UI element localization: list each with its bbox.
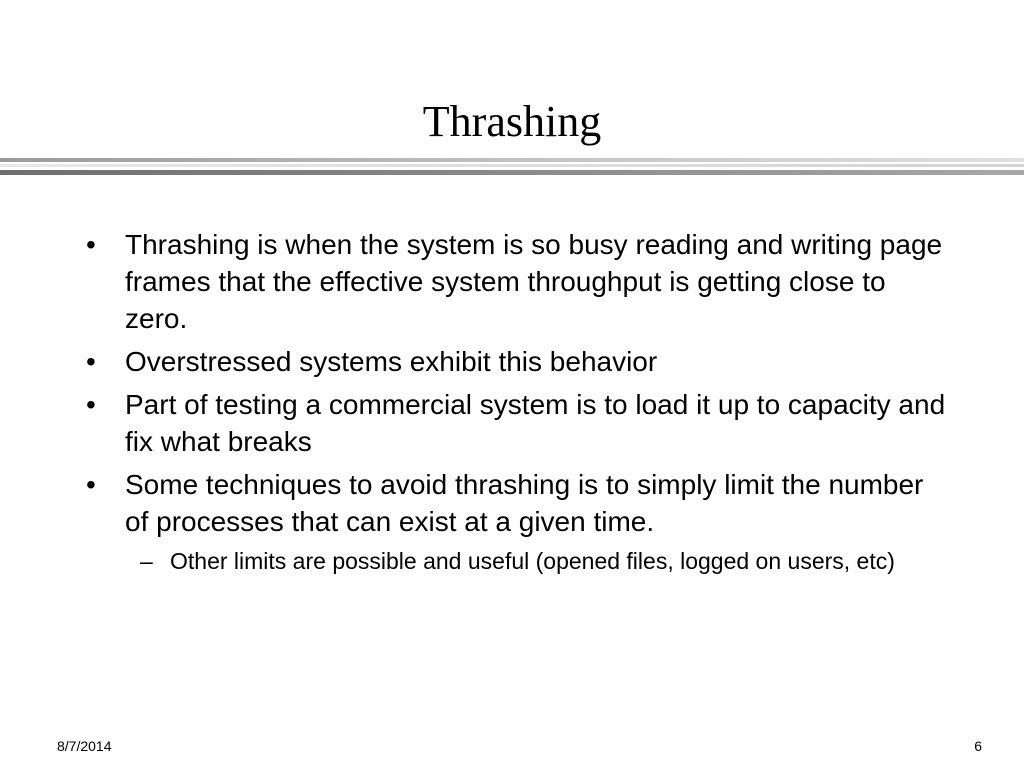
- bullet-item: [86, 343, 946, 380]
- bullet-text: Part of testing a commercial system is to load it up to capacity and fix what breaks: [125, 389, 946, 457]
- footer-page-number: 6: [974, 738, 982, 754]
- divider-bar-bottom: [0, 170, 1024, 175]
- bullet-dot-icon: •: [86, 346, 96, 377]
- bullet-dot-icon: •: [86, 229, 96, 260]
- sub-bullet-text: Other limits are possible and useful (opened files, logged on users, etc): [170, 548, 895, 574]
- slide-title: Thrashing: [422, 97, 602, 146]
- bullet-text: Thrashing is when the system is so busy reading and writing page frames that the effective system throughput is getting close to zero.: [125, 229, 943, 334]
- bullet-dot-icon: •: [86, 469, 96, 500]
- title-divider: [0, 158, 1024, 178]
- footer-date: 8/7/2014: [57, 738, 112, 754]
- bullet-item: [86, 386, 946, 460]
- bullet-item: [86, 466, 946, 540]
- sub-bullet-item: [125, 546, 946, 577]
- bullet-text: Some techniques to avoid thrashing is to simply limit the number of processes that can exist at a given time.: [125, 469, 924, 537]
- bullet-dot-icon: •: [86, 389, 96, 420]
- bullet-text: Overstressed systems exhibit this behavior: [125, 346, 658, 377]
- bullet-list: [86, 226, 946, 577]
- dash-icon: –: [140, 548, 153, 574]
- divider-bar-top: [0, 158, 1024, 162]
- divider-bar-middle: [0, 164, 1024, 167]
- bullet-item: [86, 226, 946, 337]
